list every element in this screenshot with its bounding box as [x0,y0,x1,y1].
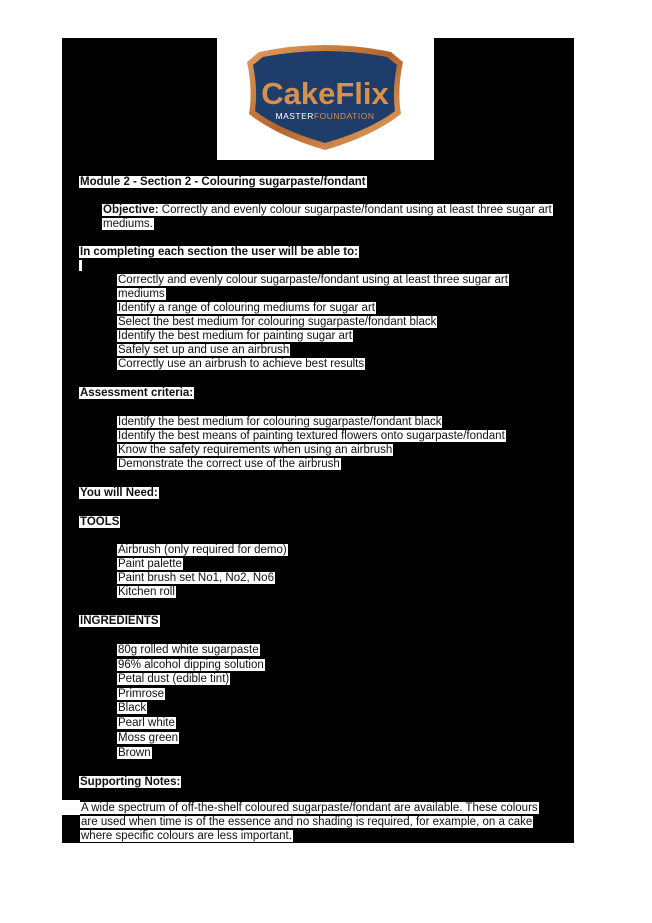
ingredients-title: INGREDIENTS [80,615,159,627]
list-item: Select the best medium for colouring sugarpaste/fondant black [118,316,437,328]
objective: Objective: Correctly and evenly colour sugarpaste/fondant using at least three sugar art [103,204,552,216]
list-item: mediums [118,288,165,300]
list-item: 80g rolled white sugarpaste [118,644,259,656]
cakeflix-shield-logo [217,38,434,160]
list-item: Paint brush set No1, No2, No6 [118,572,274,584]
list-item: Kitchen roll [118,586,175,598]
list-item: Safely set up and use an airbrush [118,344,290,356]
assessment-title: Assessment criteria: [80,387,194,399]
notes-gap [62,800,80,815]
list-item: 96% alcohol dipping solution [118,659,264,671]
notes-paragraph-line: are used when time is of the essence and no shading is required, for example, on a cake [81,816,533,828]
list-item: Demonstrate the correct use of the airbrush [118,458,340,470]
outcomes-marker [79,260,82,271]
tools-title: TOOLS [80,516,120,528]
list-item: Know the safety requirements when using an airbrush [118,444,393,456]
list-item: Identify the best means of painting textured flowers onto sugarpaste/fondant [118,430,505,442]
need-title: You will Need: [80,487,158,499]
list-item: Correctly use an airbrush to achieve best results [118,358,365,370]
list-item: Moss green [118,732,179,744]
outcomes-title: In completing each section the user will be able to: [80,246,358,258]
page-title: Module 2 - Section 2 - Colouring sugarpaste/fondant [80,176,366,188]
list-item: Identify the best medium for painting sugar art [118,330,352,342]
list-item: Identify a range of colouring mediums for sugar art [118,302,375,314]
objective-continued: mediums. [103,218,153,230]
logo-name: CakeFlix [261,76,389,111]
notes-paragraph-line: A wide spectrum of off-the-shelf coloured sugarpaste/fondant are available. These colours [81,802,538,814]
list-item: Identify the best medium for colouring sugarpaste/fondant black [118,416,442,428]
list-item: Petal dust (edible tint) [118,673,230,685]
logo [217,38,434,160]
notes-paragraph-line: where specific colours are less important. [81,830,292,842]
list-item: Black [118,702,147,714]
logo-tagline: MASTERFOUNDATION [275,111,375,121]
list-item: Primrose [118,688,165,700]
list-item: Paint palette [118,558,182,570]
list-item: Brown [118,747,151,759]
list-item: Airbrush (only required for demo) [118,544,287,556]
notes-title: Supporting Notes: [80,776,181,788]
list-item: Correctly and evenly colour sugarpaste/fondant using at least three sugar art [118,274,508,286]
list-item: Pearl white [118,717,175,729]
